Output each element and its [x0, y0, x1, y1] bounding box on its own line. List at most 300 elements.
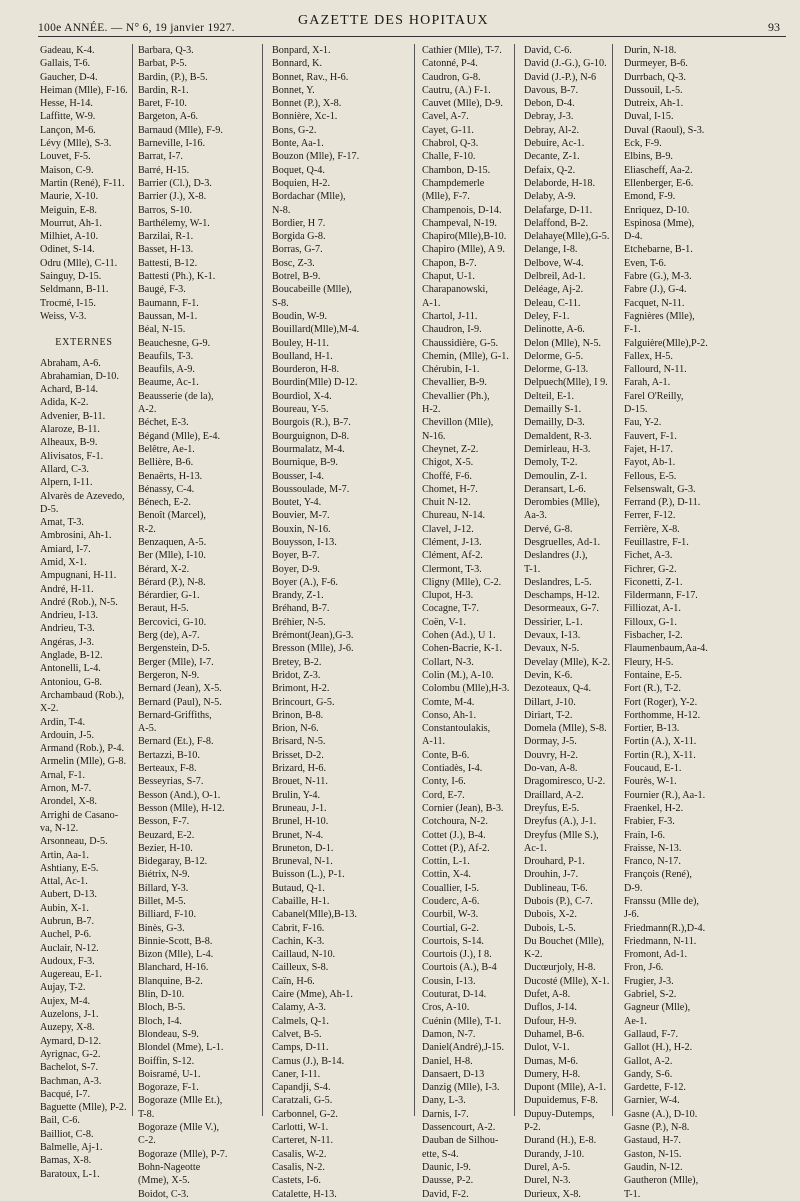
index-entry: Fort (R.), T-2. — [624, 683, 681, 695]
index-entry: Dubois, L-5. — [524, 922, 576, 934]
index-entry: Fisbacher, I-2. — [624, 630, 683, 642]
index-entry: Bourdiol, X-4. — [272, 390, 332, 402]
index-entry: Fortier, B-13. — [624, 723, 680, 735]
index-entry: Boisramé, U-1. — [138, 1068, 201, 1080]
index-entry: Ambrosini, Ah-1. — [40, 530, 112, 542]
index-entry: Duflos, J-14. — [524, 1002, 577, 1014]
index-entry: Ardouin, J-5. — [40, 729, 95, 741]
index-entry: Daniel(André),J-15. — [422, 1042, 505, 1054]
index-entry: Garnier, W-4. — [624, 1095, 680, 1107]
index-entry: Carlotti, W-1. — [272, 1122, 329, 1134]
index-entry: Fagnières (Mlle), — [624, 310, 695, 322]
index-entry: Cousin, I-13. — [422, 975, 476, 987]
index-entry: Bargeton, A-6. — [138, 111, 199, 123]
column-2 — [134, 44, 263, 1200]
index-entry: Conte, B-6. — [422, 749, 470, 761]
index-entry: Battesti, B-12. — [138, 257, 198, 269]
index-entry: Fortin (R.), X-11. — [624, 749, 696, 761]
index-entry: Ae-1. — [624, 1015, 647, 1027]
index-entry: F-1. — [624, 324, 641, 336]
index-entry: Bloch, I-4. — [138, 1015, 182, 1027]
index-entry: Billiard, F-10. — [138, 909, 197, 921]
index-entry: Bergeron, N-9. — [138, 669, 200, 681]
index-entry: Allard, C-3. — [40, 463, 89, 475]
index-entry: Brincourt, G-5. — [272, 696, 335, 708]
index-entry: Clément, J-13. — [422, 536, 482, 548]
index-entry: Fichet, A-3. — [624, 550, 673, 562]
index-entry: David (J.-P.), N-6 — [524, 71, 597, 83]
index-entry: Dessirier, L-1. — [524, 616, 583, 628]
index-entry: Binès, G-3. — [138, 922, 185, 934]
index-entry: Deléage, Aj-2. — [524, 284, 584, 296]
index-entry: Fabre (J.), G-4. — [624, 284, 687, 296]
index-entry: Bouillard(Mlle),M-4. — [272, 324, 360, 336]
index-entry: Baratoux, L-1. — [40, 1168, 100, 1180]
index-entry: Bogoraze (Mlle V.), — [138, 1122, 220, 1134]
index-entry: Dragomiresco, U-2. — [524, 776, 606, 788]
index-entry: Barnaud (Mlle), F-9. — [138, 124, 223, 136]
index-entry: Demailly S-1. — [524, 404, 582, 416]
index-entry: Drouhin, J-7. — [524, 869, 579, 881]
index-entry: Butaud, Q-1. — [272, 882, 325, 894]
index-entry: Colin (M.), A-10. — [422, 669, 494, 681]
index-entry: Aubrun, B-7. — [40, 916, 95, 927]
index-entry: Emond, F-9. — [624, 191, 676, 203]
index-entry: Berger (Mlle), I-7. — [138, 656, 214, 668]
page-number: 93 — [768, 20, 780, 34]
index-entry: Bezier, H-10. — [138, 842, 193, 854]
index-entry: Gasne (P.), N-8. — [624, 1122, 690, 1134]
index-entry: Cord, E-7. — [422, 789, 465, 801]
index-entry: Clupot, H-3. — [422, 590, 474, 602]
index-entry: Couallier, I-5. — [422, 882, 480, 894]
column-5 — [520, 44, 613, 1200]
index-entry: Dauban de Silhou- — [422, 1135, 499, 1147]
index-entry: Cachin, K-3. — [272, 935, 325, 947]
index-entry: Odinet, S-14. — [40, 244, 95, 256]
index-entry: Ellenberger, E-6. — [624, 177, 694, 189]
index-entry: Blanquine, B-2. — [138, 975, 203, 987]
index-entry: Gallot (H.), H-2. — [624, 1042, 693, 1054]
index-entry: Dubois, X-2. — [524, 909, 577, 921]
index-entry: T-8. — [138, 1108, 155, 1120]
index-entry: Delafarge, D-11. — [524, 204, 593, 216]
index-entry: Brulin, Y-4. — [272, 789, 321, 801]
index-entry: Ashtiany, E-5. — [40, 862, 99, 874]
index-entry: Etchebarne, B-1. — [624, 244, 693, 256]
index-entry: Barthélemy, W-1. — [138, 217, 210, 229]
index-entry: Bogoraze, F-1. — [138, 1082, 199, 1094]
index-entry: Daunic, I-9. — [422, 1161, 471, 1173]
index-entry: Bogoraze (Mlle), P-7. — [138, 1148, 228, 1160]
index-entry: Fromont, Ad-1. — [624, 949, 688, 961]
index-entry: Franco, N-17. — [624, 856, 681, 868]
index-entry: Aymard, D-12. — [40, 1035, 102, 1047]
index-entry: Ac-1. — [524, 842, 547, 854]
index-entry: Bourguignon, D-8. — [272, 430, 350, 442]
index-entry: Beuzard, E-2. — [138, 829, 195, 841]
index-entry: D-9. — [624, 882, 643, 894]
index-entry: Challe, F-10. — [422, 151, 476, 163]
index-entry: Espinosa (Mme), — [624, 217, 695, 229]
index-entry: Alaroze, B-11. — [40, 424, 100, 436]
index-entry: Brouet, N-11. — [272, 776, 328, 788]
column-4 — [418, 44, 515, 1200]
index-entry: K-2. — [524, 949, 543, 961]
index-entry: Fournier (R.), Aa-1. — [624, 789, 706, 801]
index-entry: Chaudron, I-9. — [422, 324, 482, 336]
index-entry: Bloch, B-5. — [138, 1002, 186, 1014]
index-entry: Botrel, B-9. — [272, 271, 321, 283]
index-entry: Boidot, C-3. — [138, 1188, 189, 1200]
index-entry: Boquien, H-2. — [272, 177, 331, 189]
index-entry: Ficonetti, Z-1. — [624, 576, 683, 588]
index-entry: Bernard-Griffiths, — [138, 709, 212, 721]
index-entry: Fabre (G.), M-3. — [624, 271, 692, 283]
index-entry: Delange, I-8. — [524, 244, 578, 256]
index-entry: Chemin, (Mlle), G-1. — [422, 350, 509, 362]
index-entry: Ferrand (P.), D-11. — [624, 497, 701, 509]
index-entry: Gallot, A-2. — [624, 1055, 673, 1067]
index-entry: Gaucher, D-4. — [40, 71, 98, 83]
index-entry: Durandy, J-10. — [524, 1148, 585, 1160]
index-entry: Charapanowski, — [422, 284, 488, 296]
index-entry: Milhiet, A-10. — [40, 231, 99, 243]
index-entry: Decante, Z-1. — [524, 151, 580, 163]
index-entry: Maison, C-9. — [40, 164, 94, 176]
column-3 — [268, 44, 415, 1200]
index-entry: Beauchesne, G-9. — [138, 337, 211, 349]
index-entry: Augereau, E-1. — [40, 969, 102, 981]
index-entry: Chapiro(Mlle),B-10. — [422, 231, 507, 243]
index-entry: Mourrut, Ah-1. — [40, 217, 102, 229]
index-entry: Cavel, A-7. — [422, 111, 469, 123]
index-entry: Cuénin (Mlle), T-1. — [422, 1015, 502, 1027]
index-entry: Amat, T-3. — [40, 517, 84, 529]
index-entry: Dupuy-Dutemps, — [524, 1108, 595, 1120]
index-entry: Durel, N-3. — [524, 1175, 571, 1187]
index-entry: Bruneval, N-1. — [272, 856, 333, 868]
index-entry: T-1. — [524, 563, 541, 575]
index-entry: Deransart, L-6. — [524, 483, 586, 495]
index-entry: Adida, K-2. — [40, 397, 89, 409]
index-entry: Aujay, T-2. — [40, 982, 86, 994]
index-entry: Delon (Mlle), N-5. — [524, 337, 601, 349]
index-entry: Caire (Mme), Ah-1. — [272, 989, 353, 1001]
index-entry: Devin, K-6. — [524, 669, 573, 681]
index-entry: Ducosté (Mlle), X-1. — [524, 975, 610, 987]
index-entry: Gadeau, K-4. — [40, 45, 95, 56]
index-entry: Contiadès, I-4. — [422, 763, 483, 775]
index-entry: Damon, N-7. — [422, 1028, 476, 1040]
index-entry: Frugier, J-3. — [624, 975, 674, 987]
index-entry: Lévy (Mlle), S-3. — [40, 138, 112, 150]
index-entry: Berg (de), A-7. — [138, 630, 200, 642]
index-entry: Flaumenbaum,Aa-4. — [624, 643, 708, 655]
index-entry: Feuillastre, F-1. — [624, 536, 689, 548]
index-entry: D-4. — [624, 231, 643, 243]
index-entry: Cauvet (Mlle), D-9. — [422, 98, 503, 110]
index-entry: Cautru, (A.) F-1. — [422, 84, 491, 96]
index-entry: Duval (Raoul), S-3. — [624, 124, 705, 136]
index-entry: Borras, G-7. — [272, 244, 323, 256]
index-entry: Bernard (Paul), N-5. — [138, 696, 222, 708]
index-entry: Dupuidemus, F-8. — [524, 1095, 598, 1107]
index-entry: Chevallier, B-9. — [422, 377, 487, 389]
index-entry: Weiss, V-3. — [40, 310, 87, 322]
index-entry: Cabanel(Mlle),B-13. — [272, 909, 357, 921]
index-entry: Gardette, F-12. — [624, 1082, 686, 1094]
index-entry: Bonnet (P.), X-8. — [272, 98, 342, 110]
index-entry: va, N-12. — [40, 822, 79, 834]
index-entry: Besseyrias, S-7. — [138, 776, 204, 788]
index-entry: Bail, C-6. — [40, 1115, 80, 1127]
index-entry: Deslandres, L-5. — [524, 576, 592, 588]
index-entry: Armelin (Mlle), G-8. — [40, 756, 127, 768]
index-entry: Durel, A-5. — [524, 1161, 571, 1173]
index-entry: Barzilai, R-1. — [138, 231, 194, 243]
index-entry: Baret, F-10. — [138, 98, 187, 110]
index-entry: Bruneton, D-1. — [272, 842, 334, 854]
index-entry: Alvarès de Azevedo, — [40, 490, 125, 502]
index-entry: Farel O'Reilly, — [624, 390, 684, 402]
index-entry: A-5. — [138, 723, 157, 735]
index-entry: Dreyfus, E-5. — [524, 802, 580, 814]
index-entry: Ayrignac, G-2. — [40, 1048, 101, 1060]
index-entry: Belêtre, Ae-1. — [138, 443, 195, 455]
index-entry: Borgida G-8. — [272, 231, 326, 243]
index-entry: Gautheron (Mlle), — [624, 1175, 699, 1187]
index-entry: Archambaud (Rob.), — [40, 689, 125, 701]
index-entry: Armand (Rob.), P-4. — [40, 743, 125, 755]
index-entry: Bergenstein, D-5. — [138, 643, 210, 655]
index-entry: Cathier (Mlle), T-7. — [422, 45, 502, 56]
index-entry: Dussouil, L-5. — [624, 84, 683, 96]
index-entry: Bénassy, C-4. — [138, 483, 195, 495]
index-entry: Frabier, F-3. — [624, 816, 675, 828]
index-entry: Cheynet, Z-2. — [422, 443, 479, 455]
index-entry: Fron, J-6. — [624, 962, 664, 974]
index-entry: Boyer, D-9. — [272, 563, 320, 575]
index-entry: Coën, V-1. — [422, 616, 466, 628]
index-entry: Bruneau, J-1. — [272, 802, 327, 814]
index-entry: Béal, N-15. — [138, 324, 186, 336]
index-entry: Colombu (Mlle),H-3. — [422, 683, 510, 695]
index-entry: Defaix, Q-2. — [524, 164, 576, 176]
index-entry: Bernard (Jean), X-5. — [138, 683, 222, 695]
index-entry: Boyer (A.), F-6. — [272, 576, 338, 588]
index-entry: D-5. — [40, 503, 59, 515]
index-entry: Caner, I-11. — [272, 1068, 321, 1080]
index-entry: Gaston, N-15. — [624, 1148, 682, 1160]
index-entry: Auzelons, J-1. — [40, 1009, 99, 1021]
index-entry: Baussan, M-1. — [138, 310, 198, 322]
index-entry: Cros, A-10. — [422, 1002, 470, 1014]
index-entry: Bogoraze (Mlle Et.), — [138, 1095, 223, 1107]
index-entry: Boutet, Y-4. — [272, 497, 322, 509]
index-entry: Enriquez, D-10. — [624, 204, 690, 216]
index-entry: Develay (Mlle), K-2. — [524, 656, 610, 668]
index-entry: Maurie, X-10. — [40, 191, 98, 203]
index-entry: Debray, J-3. — [524, 111, 574, 123]
index-entry: Boucabeille (Mlle), — [272, 284, 352, 296]
index-entry: Courtois (A.), B-4 — [422, 962, 497, 974]
index-entry: Do-van, A-8. — [524, 763, 578, 775]
index-entry: Meiguin, E-8. — [40, 204, 97, 216]
index-entry: David (J.-G.), G-10. — [524, 58, 607, 70]
index-entry: Cailleux, S-8. — [272, 962, 329, 974]
index-entry: Beausserie (de la), — [138, 390, 214, 402]
index-entry: Bourderon, H-8. — [272, 364, 340, 376]
index-entry: H-2. — [422, 404, 441, 416]
index-entry: Durrbach, Q-3. — [624, 71, 686, 83]
index-entry: Diriart, T-2. — [524, 709, 573, 721]
index-entry: Douvry, H-2. — [524, 749, 578, 761]
index-entry: Chuit N-12. — [422, 497, 471, 509]
index-entry: Dassencourt, A-2. — [422, 1122, 496, 1134]
index-entry: S-8. — [272, 297, 289, 309]
index-entry: Besson (Mlle), H-12. — [138, 802, 225, 814]
index-entry: Desormeaux, G-7. — [524, 603, 599, 615]
index-entry: Gabriel, S-2. — [624, 989, 677, 1001]
index-entry: Blondeau, S-9. — [138, 1028, 199, 1040]
index-entry: Gandy, S-6. — [624, 1068, 673, 1080]
index-entry: Davous, B-7. — [524, 84, 579, 96]
index-entry: Artin, Aa-1. — [40, 849, 89, 861]
index-entry: Dormay, J-5. — [524, 736, 577, 748]
index-entry: T-1. — [624, 1188, 641, 1200]
index-entry: Elbins, B-9. — [624, 151, 673, 163]
index-entry: David, C-6. — [524, 45, 572, 56]
index-entry: Deley, F-1. — [524, 310, 570, 322]
index-entry: Bardin, R-1. — [138, 84, 189, 96]
index-entry: Dupont (Mlle), A-1. — [524, 1082, 607, 1094]
index-entry: Alivisatos, F-1. — [40, 450, 104, 462]
index-entry: Barrier (Cl.), D-3. — [138, 177, 212, 189]
index-entry: Baumann, F-1. — [138, 297, 199, 309]
index-entry: Bourdin(Mlle) D-12. — [272, 377, 358, 389]
index-entry: Courbil, W-3. — [422, 909, 479, 921]
index-entry: Conso, Ah-1. — [422, 709, 477, 721]
index-entry: Baugé, F-3. — [138, 284, 186, 296]
index-entry: Alheaux, B-9. — [40, 437, 98, 449]
index-entry: Bohn-Nageotte — [138, 1161, 201, 1173]
index-entry: Friedmann(R.),D-4. — [624, 922, 706, 934]
issue-info: 100e ANNÉE. — N° 6, 19 janvier 1927. — [38, 22, 235, 34]
index-entry: Ampugnani, H-11. — [40, 570, 117, 582]
index-entry: Bonnard, K. — [272, 58, 323, 70]
index-entry: Bidegaray, B-12. — [138, 856, 208, 868]
index-entry: Catonné, P-4. — [422, 58, 478, 70]
index-entry: Bouzon (Mlle), F-17. — [272, 151, 360, 163]
index-entry: Delbove, W-4. — [524, 257, 584, 269]
index-entry: Blin, D-10. — [138, 989, 185, 1001]
index-entry: Bercovici, G-10. — [138, 616, 207, 628]
index-entry: Basset, H-13. — [138, 244, 194, 256]
index-entry: Arsonneau, D-5. — [40, 836, 108, 848]
index-entry: Barrier (J.), X-8. — [138, 191, 207, 203]
index-entry: Chartol, J-11. — [422, 310, 478, 322]
index-entry: Chureau, N-14. — [422, 510, 486, 522]
index-entry: Delaborde, H-18. — [524, 177, 596, 189]
index-entry: Cayet, G-11. — [422, 124, 474, 136]
index-entry: Chapiro (Mlle), A 9. — [422, 244, 505, 256]
index-entry: Caillaud, N-10. — [272, 949, 336, 961]
index-entry: Bérard (P.), N-8. — [138, 576, 206, 588]
index-entry: C-2. — [138, 1135, 156, 1147]
index-entry: Clément, Af-2. — [422, 550, 483, 562]
index-entry: Boyer, B-7. — [272, 550, 320, 562]
index-entry: Chambon, D-15. — [422, 164, 491, 176]
index-entry: Auchel, P-6. — [40, 929, 92, 941]
index-entry: Eck, F-9. — [624, 138, 662, 150]
index-entry: Casalis, W-2. — [272, 1148, 327, 1160]
index-entry: Even, T-6. — [624, 257, 667, 269]
index-entry: André (Rob.), N-5. — [40, 596, 118, 608]
index-entry: Chabrol, Q-3. — [422, 138, 479, 150]
index-entry: Bonpard, X-1. — [272, 45, 331, 56]
index-entry: Arrighi de Casano- — [40, 809, 119, 821]
index-entry: Blondel (Mme), L-1. — [138, 1042, 224, 1054]
index-entry: Bréhier, N-5. — [272, 616, 326, 628]
index-entry: Boquet, Q-4. — [272, 164, 325, 176]
index-entry: Courtois, S-14. — [422, 935, 484, 947]
index-entry: Couturat, D-14. — [422, 989, 487, 1001]
index-entry: Beraut, H-5. — [138, 603, 189, 615]
index-entry: Dutreix, Ah-1. — [624, 98, 684, 110]
index-entry: Calvet, B-5. — [272, 1028, 322, 1040]
index-entry: Camus (J.), B-14. — [272, 1055, 345, 1067]
index-entry: Billard, Y-3. — [138, 882, 189, 894]
index-entry: Advenier, B-11. — [40, 410, 106, 422]
index-entry: Bournique, B-9. — [272, 457, 338, 469]
index-entry: Couderc, A-6. — [422, 896, 480, 907]
index-entry: Durmeyer, B-6. — [624, 58, 688, 70]
index-entry: Odru (Mlle), C-11. — [40, 257, 118, 269]
index-entry: Delinotte, A-6. — [524, 324, 585, 336]
index-entry: Bresson (Mlle), J-6. — [272, 643, 354, 655]
index-entry: François (René), — [624, 869, 692, 881]
index-entry: Brisset, D-2. — [272, 749, 324, 761]
index-entry: Deslandres (J.), — [524, 550, 588, 562]
index-entry: Brémont(Jean),G-3. — [272, 630, 354, 642]
index-entry: D-15. — [624, 404, 648, 416]
index-entry: Bailliot, C-8. — [40, 1128, 94, 1140]
index-entry: Bonnet, Y. — [272, 84, 315, 96]
index-entry: Carteret, N-11. — [272, 1135, 334, 1147]
index-entry: Fort (Roger), Y-2. — [624, 696, 698, 708]
index-entry: Chevallier (Ph.), — [422, 390, 490, 402]
index-entry: Caïn, H-6. — [272, 975, 315, 987]
index-entry: Deleau, C-11. — [524, 297, 581, 309]
index-entry: Domela (Mlle), S-8. — [524, 723, 607, 735]
index-entry: Seldmann, B-11. — [40, 284, 109, 296]
index-entry: Fraisse, N-13. — [624, 842, 682, 854]
index-entry: Danzig (Mlle), I-3. — [422, 1082, 500, 1094]
index-entry: X-2. — [40, 703, 59, 715]
index-entry: Angéras, J-3. — [40, 636, 95, 648]
index-entry: Delorme, G-13. — [524, 364, 589, 376]
index-entry: Daniel, H-8. — [422, 1055, 473, 1067]
index-entry: Delorme, G-5. — [524, 350, 584, 362]
index-entry: Friedmann, N-11. — [624, 935, 697, 947]
index-entry: Binnie-Scott, B-8. — [138, 935, 213, 947]
index-entry: Chomet, H-7. — [422, 483, 478, 495]
index-entry: Battesti (Ph.), K-1. — [138, 271, 216, 283]
index-entry: Chigot, X-5. — [422, 457, 474, 469]
index-entry: Bernard (Et.), F-8. — [138, 736, 214, 748]
index-entry: Benzaquen, A-5. — [138, 536, 207, 548]
